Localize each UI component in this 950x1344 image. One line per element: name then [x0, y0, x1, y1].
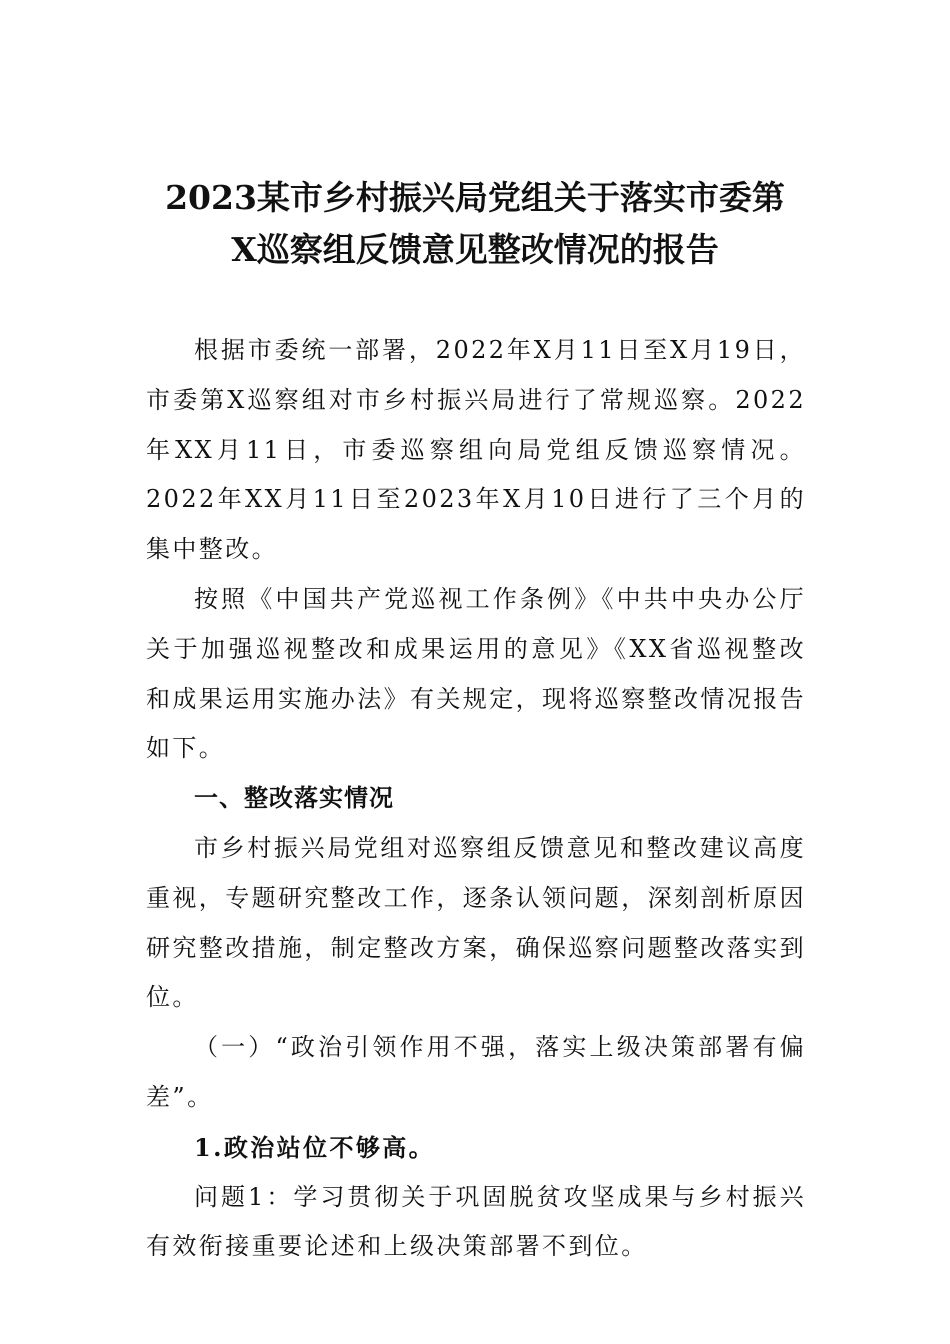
paragraph-section-intro: 市乡村振兴局党组对巡察组反馈意见和整改建议高度重视，专题研究整改工作，逐条认领问题，深刻剖析原因研究整改措施，制定整改方案，确保巡察问题整改落实到位。 — [146, 833, 806, 1012]
paragraph-problem-1: 问题1：学习贯彻关于巩固脱贫攻坚成果与乡村振兴有效衔接重要论述和上级决策部署不到位。 — [146, 1182, 806, 1261]
paragraph-basis: 按照《中国共产党巡视工作条例》《中共中央办公厅关于加强巡视整改和成果运用的意见》《XX省巡视整改和成果运用实施办法》有关规定，现将巡察整改情况报告如下。 — [146, 584, 806, 763]
section-heading: 一、整改落实情况 — [194, 784, 394, 813]
subsection-heading: （一）“政治引领作用不强，落实上级决策部署有偏差”。 — [146, 1033, 806, 1111]
item-heading: 1.政治站位不够高。 — [194, 1132, 436, 1162]
title-line-1: 2023某市乡村振兴局党组关于落实市委第 — [165, 178, 785, 217]
document-body — [146, 326, 806, 1272]
paragraph-intro: 根据市委统一部署，2022年X月11日至X月19日，市委第X巡察组对市乡村振兴局进行了常规巡察。2022年XX月11日，市委巡察组向局党组反馈巡察情况。2022年XX月11日至2023年X月10日进行了三个月的集中整改。 — [146, 336, 806, 564]
title-line-2: X巡察组反馈意见整改情况的报告 — [231, 230, 719, 269]
document-title — [120, 172, 830, 276]
